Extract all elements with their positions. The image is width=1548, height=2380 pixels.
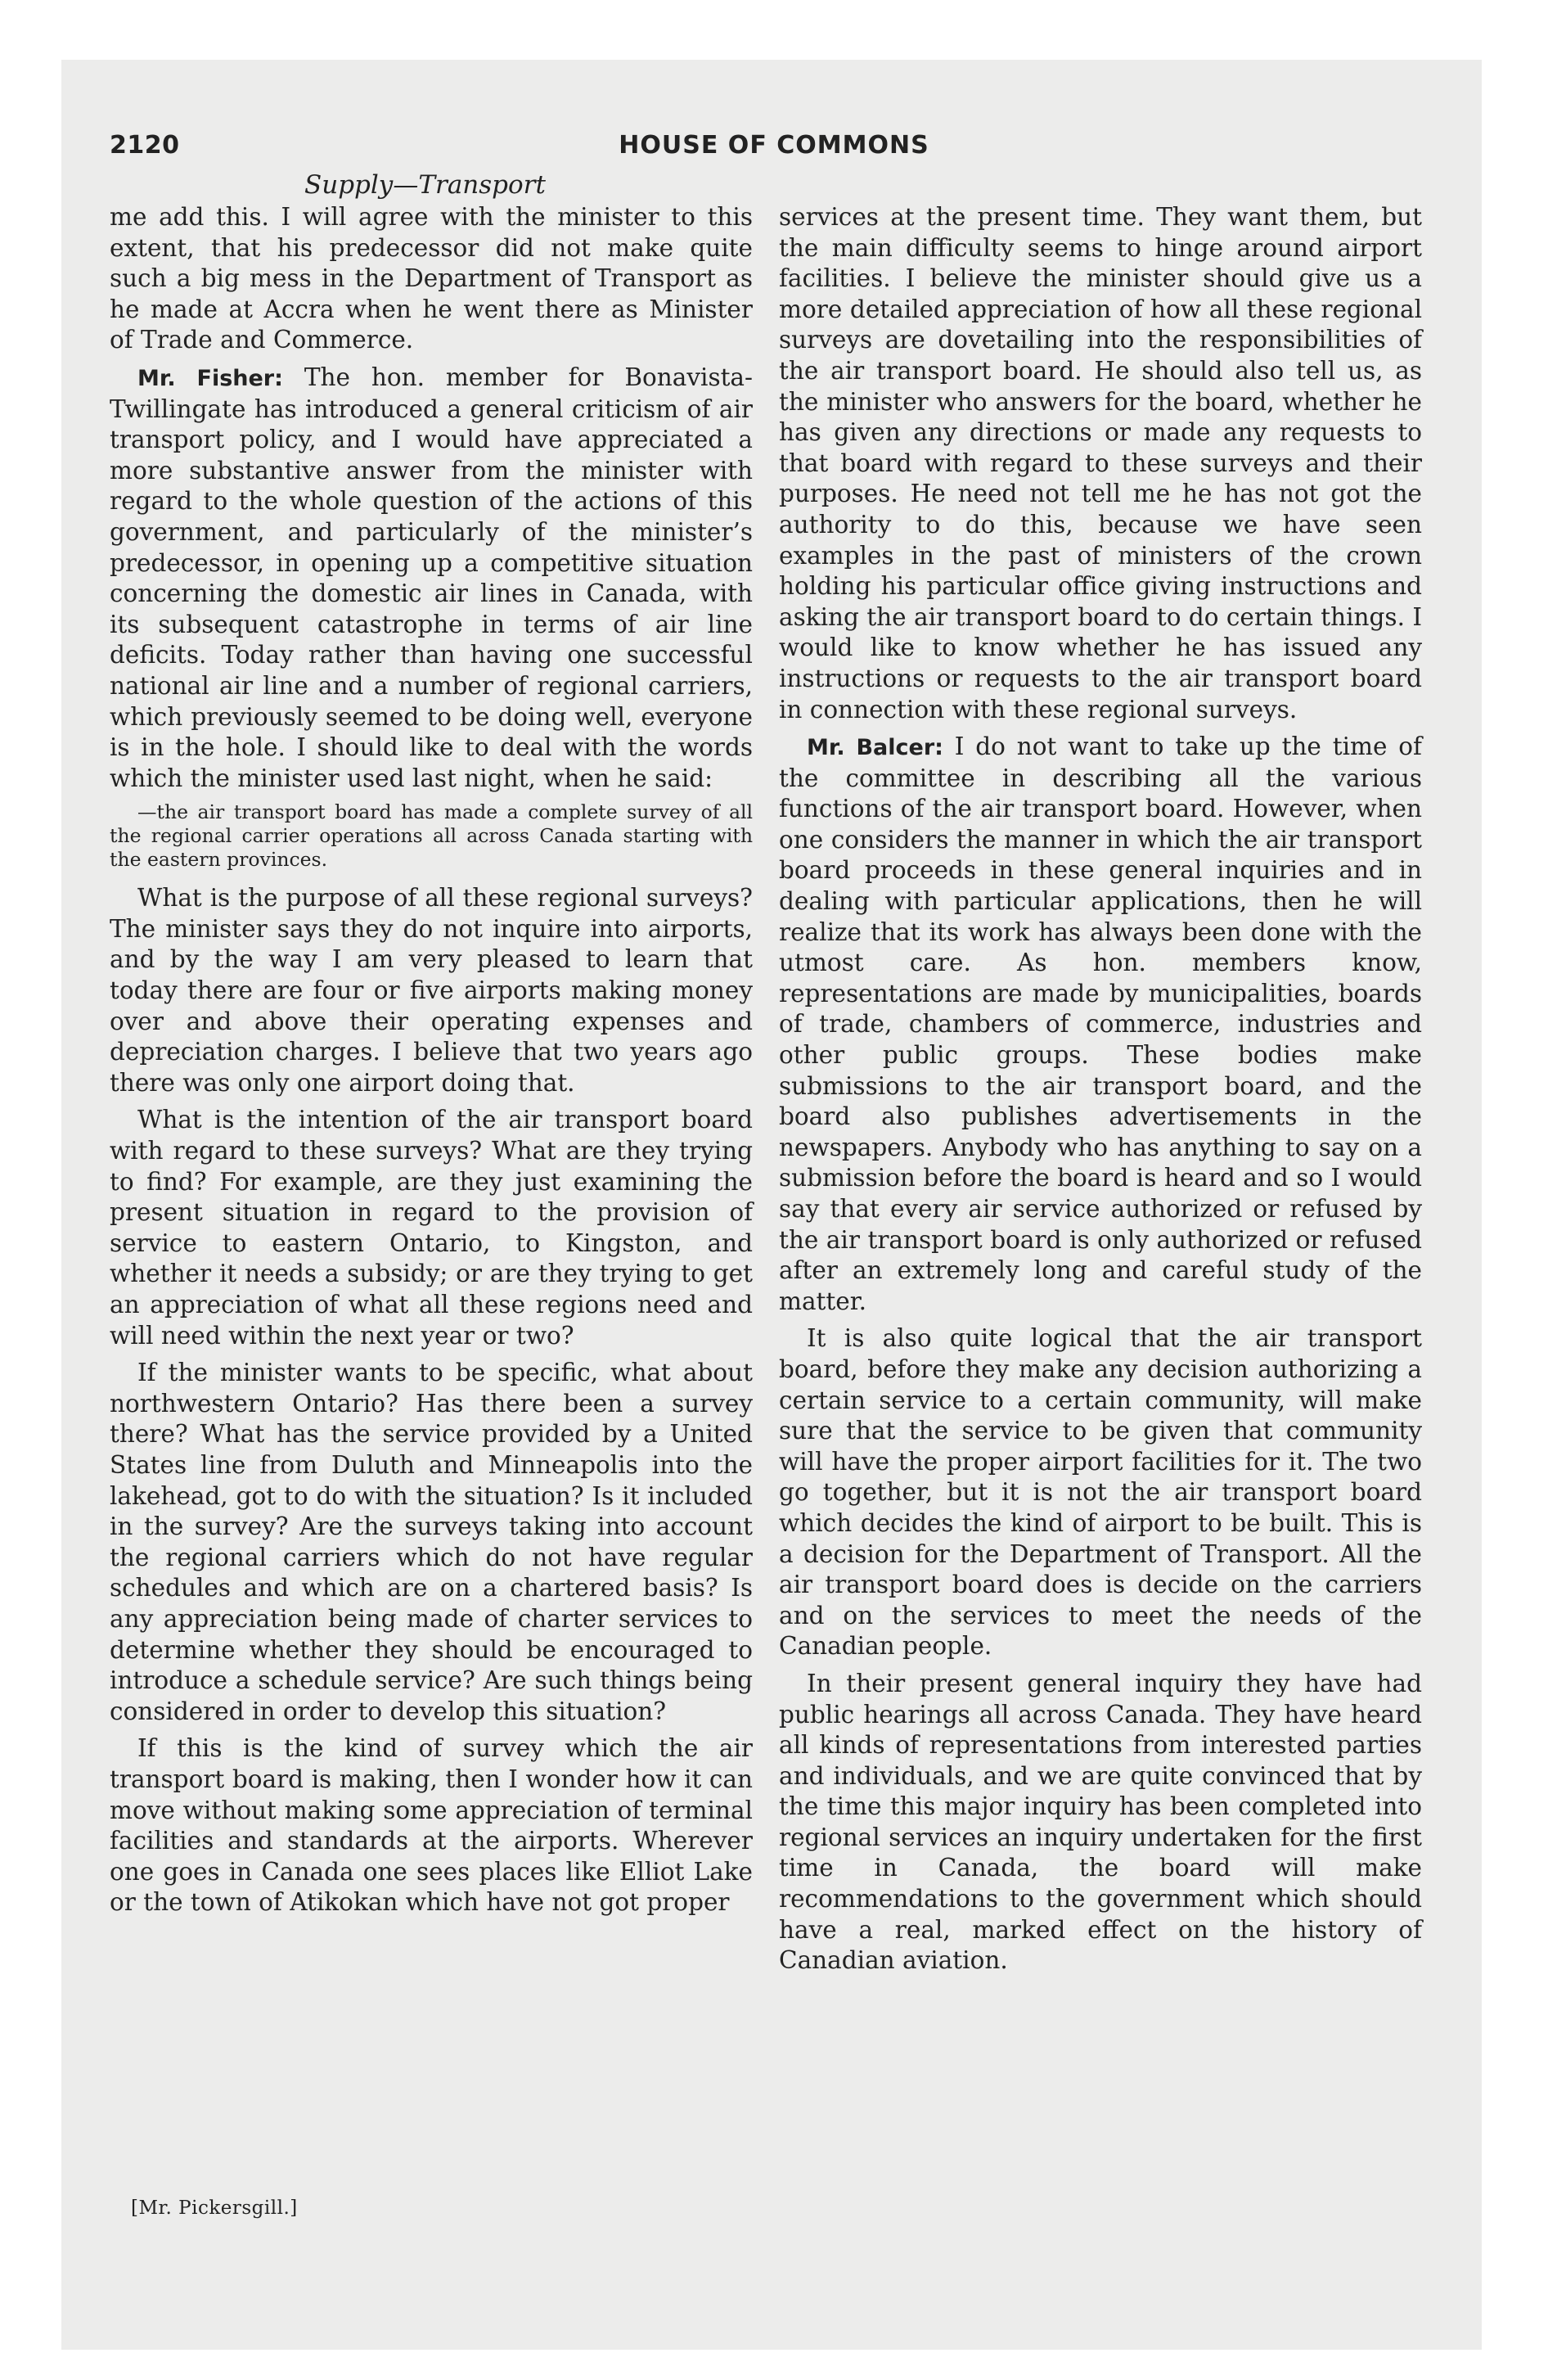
section-heading: Supply—Transport	[304, 170, 546, 200]
paragraph: If the minister wants to be specific, what about northwestern Ontario? Has there been a survey there? What has the service provided by a United States line from Duluth and Minneapolis into the lakehead, got to do with the situation? Is it included in the survey? Are the surveys taking into account the regional carriers which do not have regular schedules and which are on a chartered basis? Is any appreciation being made of charter services to determine whether they should be encouraged to introduce a schedule service? Are such things being considered in order to develop this situation?	[110, 1359, 753, 1725]
page-number: 2120	[110, 131, 180, 160]
paragraph: me add this. I will agree with the minister to this extent, that his predecessor did not make quite such a big mess in the Department of Transport as he made at Accra when he went there as Minister of Trade and Commerce.	[110, 203, 753, 354]
right-column	[779, 202, 1422, 1983]
block-quote: —the air transport board has made a complete survey of all the regional carrier operations all across Canada starting with the eastern provinces.	[110, 800, 753, 872]
paragraph	[779, 732, 1422, 1317]
paragraph: In their present general inquiry they have had public hearings all across Canada. They have heard all kinds of representations from interested parties and individuals, and we are quite convinced that by the time this major inquiry has been completed into regional services an inquiry undertaken for the first time in Canada, the board will make recommendations to the government which should have a real, marked effect on the history of Canadian aviation.	[779, 1669, 1422, 1975]
speaker-attribution: [Mr. Pickersgill.]	[131, 2197, 298, 2219]
speaker-name: Mr. Fisher:	[137, 365, 283, 391]
paragraph: services at the present time. They want them, but the main difficulty seems to hinge around airport facilities. I believe the minister should give us a more detailed appreciation of how all these regional surveys are dovetailing into the responsibilities of the air transport board. He should also tell us, as the minister who answers for the board, whether he has given any directions or made any requests to that board with regard to these surveys and their purposes. He need not tell me he has not got the authority to do this, because we have seen examples in the past of ministers of the crown holding his particular office giving instructions and asking the air transport board to do certain things. I would like to know whether he has issued any instructions or requests to the air transport board in connection with these regional surveys.	[779, 203, 1422, 723]
paragraph	[110, 363, 753, 794]
paragraph: It is also quite logical that the air transport board, before they make any decision authorizing a certain service to a certain community, will make sure that the service to be given that community will have the proper airport facilities for it. The two go together, but it is not the air transport board which decides the kind of airport to be built. This is a decision for the Department of Transport. All the air transport board does is decide on the carriers and on the services to meet the needs of the Canadian people.	[779, 1324, 1422, 1661]
paragraph: What is the purpose of all these regional surveys? The minister says they do not inquire into airports, and by the way I am very pleased to learn that today there are four or five airports making money over and above their operating expenses and depreciation charges. I believe that two years ago there was only one airport doing that.	[110, 884, 753, 1097]
left-column	[110, 202, 753, 1925]
paragraph: What is the intention of the air transport board with regard to these surveys? What are they trying to find? For example, are they just examining the present situation in regard to the provision of service to eastern Ontario, to Kingston, and whether it needs a subsidy; or are they trying to get an appreciation of what all these regions need and will need within the next year or two?	[110, 1106, 753, 1350]
running-head: HOUSE OF COMMONS	[619, 131, 929, 160]
speaker-name: Mr. Balcer:	[807, 735, 943, 761]
speech-text: The hon. member for Bonavista-Twillingate has introduced a general criticism of air transport policy, and I would have appreciated a more substantive answer from the minister with regard to the whole question of the actions of this government, and particularly of the minister’s predecessor, in opening up a competitive situation concerning the domestic air lines in Canada, with its subsequent catastrophe in terms of air line deficits. Today rather than having one successful national air line and a number of regional carriers, which previously seemed to be doing well, everyone is in the hole. I should like to deal with the words which the minister used last night, when he said:	[110, 363, 753, 792]
paragraph: If this is the kind of survey which the air transport board is making, then I wonder how it can move without making some appreciation of terminal facilities and standards at the airports. Wherever one goes in Canada one sees places like Elliot Lake or the town of Atikokan which have not got proper	[110, 1734, 753, 1917]
speech-text: I do not want to take up the time of the committee in describing all the various functions of the air transport board. However, when one considers the manner in which the air transport board proceeds in these general inquiries and in dealing with particular applications, then he will realize that its work has always been done with the utmost care. As hon. members know, representations are made by municipalities, boards of trade, chambers of commerce, industries and other public groups. These bodies make submissions to the air transport board, and the board also publishes advertisements in the newspapers. Anybody who has anything to say on a submission before the board is heard and so I would say that every air service authorized or refused by the air transport board is only authorized or refused after an extremely long and careful study of the matter.	[779, 732, 1422, 1315]
